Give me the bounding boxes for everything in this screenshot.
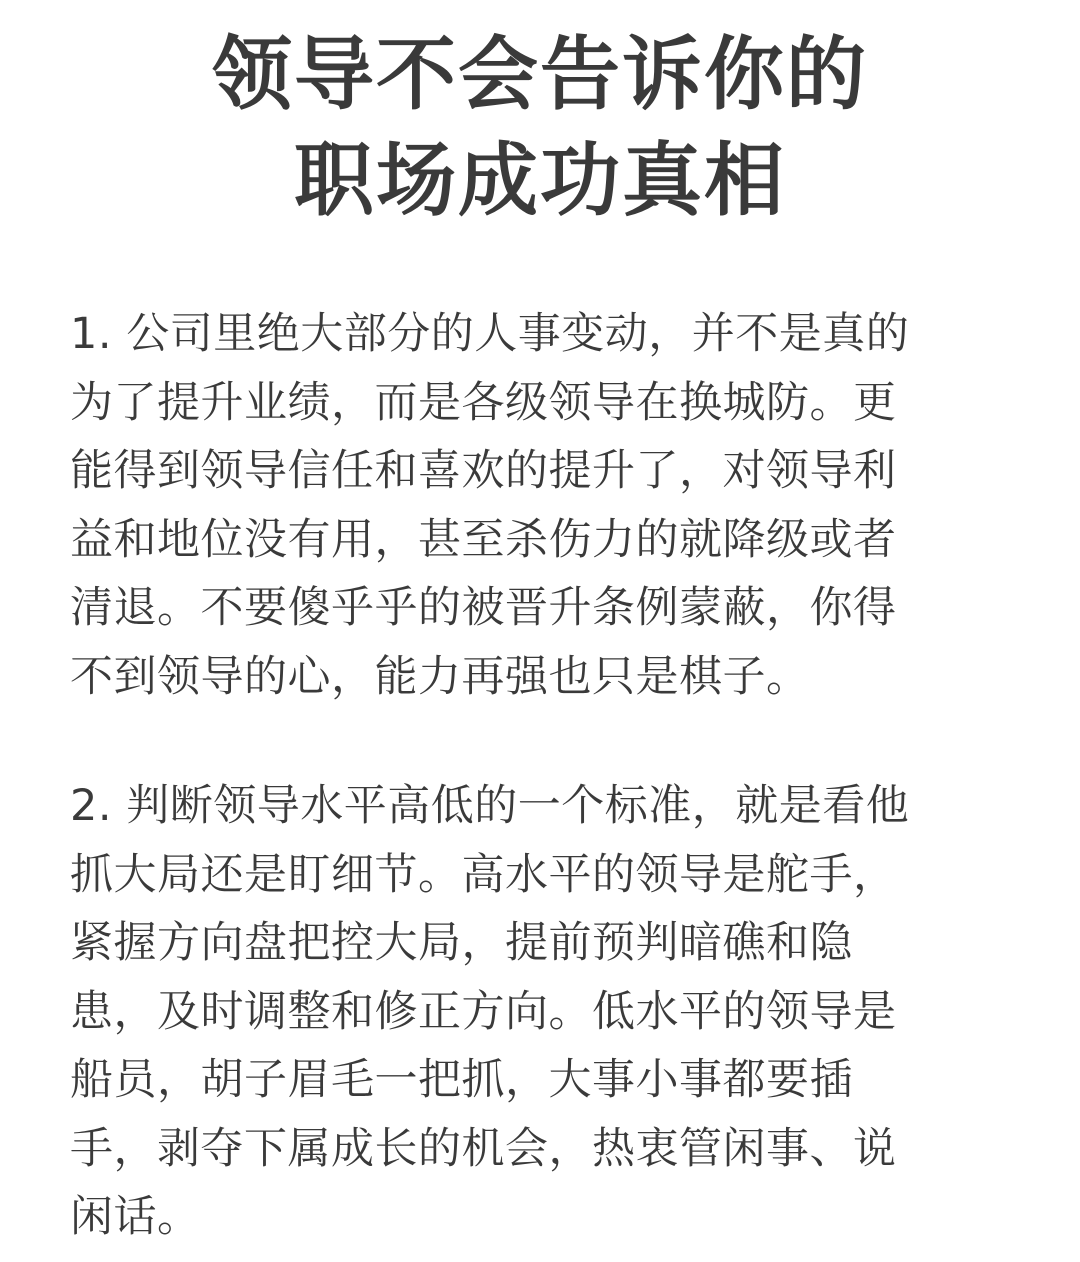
title-line-1: 领导不会告诉你的	[212, 28, 868, 121]
paragraph-2-line-3: 紧握方向盘把控大局，提前预判暗礁和隐	[70, 918, 853, 968]
paragraph-1-line-6: 不到领导的心，能力再强也只是棋子。	[70, 651, 810, 702]
paragraph-1-line-5: 清退。不要傻乎乎的被晋升条例蒙蔽，你得	[70, 583, 897, 633]
paragraph-2-line-1: 2. 判断领导水平高低的一个标准，就是看他	[70, 781, 910, 831]
paragraph-1	[70, 300, 1010, 711]
paragraph-2-line-2: 抓大局还是盯细节。高水平的领导是舵手，	[70, 849, 897, 900]
paragraph-1-line-4: 益和地位没有用，甚至杀伤力的就降级或者	[70, 514, 897, 565]
paragraph-1-line-1: 1. 公司里绝大部分的人事变动，并不是真的	[70, 309, 910, 359]
title-line-2: 职场成功真相	[294, 134, 786, 227]
paragraph-2-line-4: 患，及时调整和修正方向。低水平的领导是	[70, 986, 897, 1037]
paragraph-1-line-2: 为了提升业绩，而是各级领导在换城防。更	[70, 377, 897, 428]
paragraph-1-line-3: 能得到领导信任和喜欢的提升了，对领导利	[70, 446, 897, 496]
paragraph-2-line-7: 闲话。	[70, 1192, 201, 1242]
paragraph-2	[70, 772, 1010, 1252]
page-title	[0, 22, 1080, 234]
paragraph-2-line-6: 手，剥夺下属成长的机会，热衷管闲事、说	[70, 1123, 897, 1174]
paragraph-2-line-5: 船员，胡子眉毛一把抓，大事小事都要插	[70, 1055, 853, 1105]
